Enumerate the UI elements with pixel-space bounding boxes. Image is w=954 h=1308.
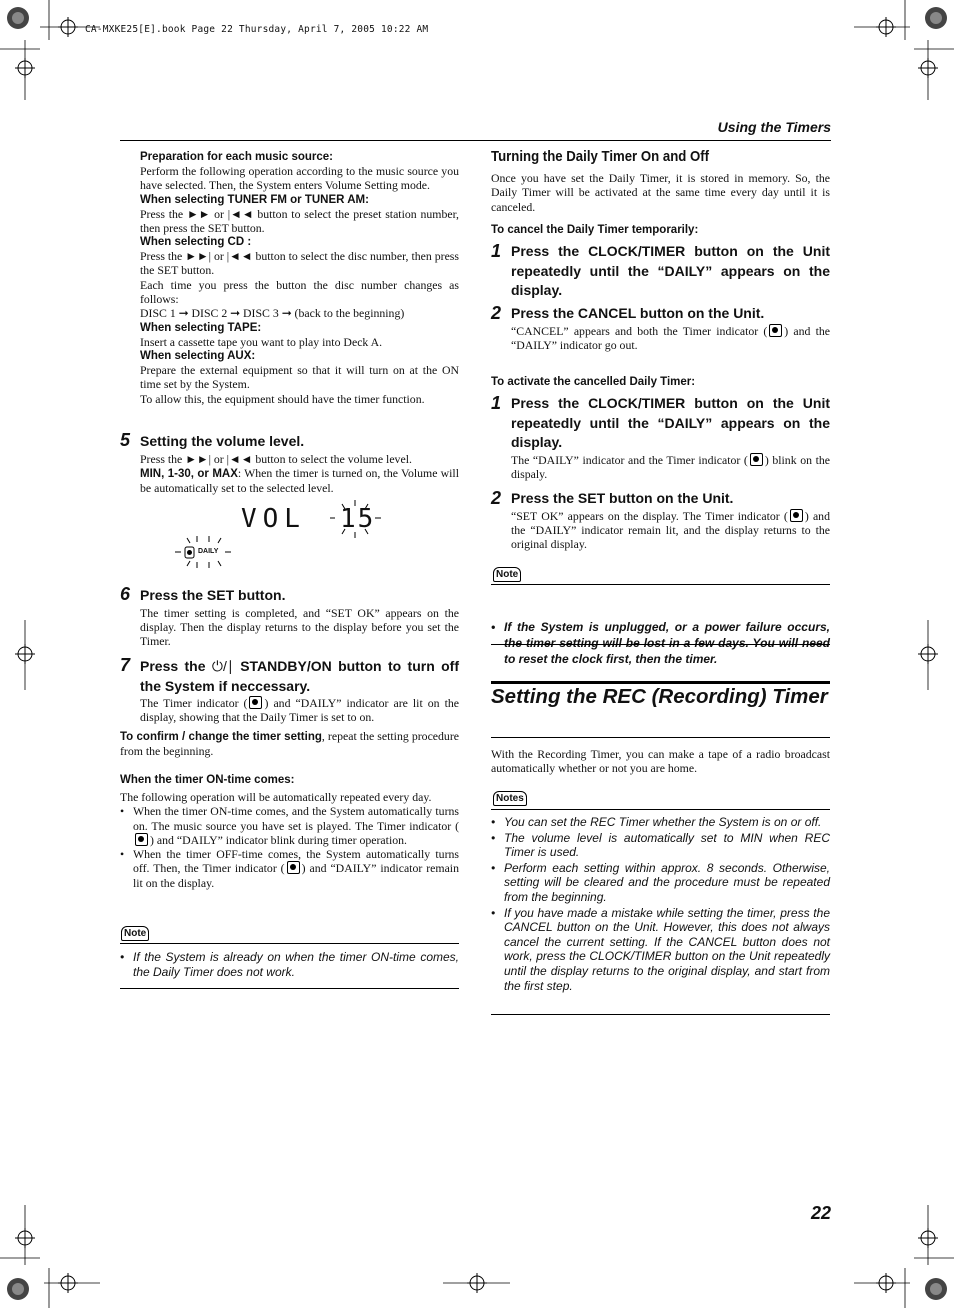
tuner-body: Press the ►► or |◄◄ button to select the preset station number, then press the SET button.	[140, 206, 459, 235]
rec-title-bottom-rule	[491, 737, 830, 738]
timer-indicator-icon	[287, 861, 300, 874]
activate-step-2-body	[511, 509, 830, 552]
lcd-display	[175, 498, 390, 574]
activate-step-1-title: Press the CLOCK/TIMER button on the Unit repeatedly until the “DAILY” appears on the display.	[511, 395, 830, 450]
notes-rule-bottom	[491, 1014, 830, 1015]
rec-intro: With the Recording Timer, you can make a tape of a radio broadcast automatically whether or not you are home.	[491, 747, 830, 776]
step-7-title-a: Press the	[140, 658, 206, 674]
rec-note-3: • Perform each setting within approx. 8 seconds. Otherwise, setting will be cleared and the procedure must be repeated from the beginning.	[491, 861, 830, 905]
step-7-body	[140, 696, 459, 725]
cancel-step-1-title: Press the CLOCK/TIMER button on the Unit repeatedly until the “DAILY” appears on the display.	[511, 243, 830, 298]
step-6	[140, 586, 459, 648]
prep-title: Preparation for each music source:	[140, 151, 334, 163]
aux-body-1: Prepare the external equipment so that it will turn on at the ON time set by the System.	[140, 362, 459, 392]
step-7-title	[140, 657, 459, 696]
cancel-step-2-number: 2	[491, 303, 502, 323]
cd-body-1: Press the ►►| or |◄◄ button to select the disc number, then press the SET button.	[140, 249, 459, 278]
header-rule	[120, 140, 831, 141]
timer-indicator-icon	[769, 324, 782, 337]
rec-title: Setting the REC (Recording) Timer	[491, 685, 828, 708]
ontime-bullet-2-b: ) and “DAILY” indicator remain lit on the display.	[133, 861, 459, 890]
activate-step-2-body-b: ) and the “DAILY” indicator remain lit, and the display returns to the original display.	[511, 508, 830, 552]
daily-intro: Once you have set the Daily Timer, it is stored in memory. So, the Daily Timer will be activated at the same time every day until it is canceled.	[491, 171, 830, 214]
ontime-bullet-1	[120, 804, 459, 847]
lcd-vol-text: VOL	[241, 504, 306, 534]
ontime-title: When the timer ON-time comes:	[120, 774, 295, 786]
step-5-title: Setting the volume level.	[140, 433, 305, 449]
prep-body: Perform the following operation according to the music source you have selected. Then, the System enters Volume Setting mode.	[140, 164, 459, 193]
activate-step-1-number: 1	[491, 393, 502, 413]
cancel-step-2-body-b: ) and the “DAILY” indicator go out.	[511, 323, 830, 352]
step-6-number: 6	[120, 584, 131, 604]
tuner-title: When selecting TUNER FM or TUNER AM:	[140, 193, 369, 206]
step-6-title: Press the SET button.	[140, 587, 286, 603]
ontime-body: The following operation will be automatically repeated every day.	[120, 790, 432, 804]
lcd-vol-value: 15	[340, 504, 376, 534]
rec-note-4: • If you have made a mistake while setting the timer, press the CANCEL button on the Unit. However, this does not always cancel the current setting. If the CANCEL button does not work, press the CLOCK/TIMER button on the Unit repeatedly until the display returns to the original display, and start from the first step.	[491, 906, 830, 994]
cancel-step-2	[511, 304, 830, 352]
activate-step-2	[511, 489, 830, 551]
rec-notes-list	[491, 815, 830, 993]
note-label-left: Note	[121, 926, 149, 941]
aux-title: When selecting AUX:	[140, 349, 256, 362]
note-rule-bottom-left	[120, 988, 459, 989]
cancel-step-1-number: 1	[491, 241, 502, 261]
activate-step-2-number: 2	[491, 488, 502, 508]
notes-label: Notes	[493, 791, 527, 806]
confirm-rest: , repeat the setting procedure from the beginning.	[120, 729, 459, 758]
step-5-body-1: Press the ►►| or |◄◄ button to select the volume level.	[140, 451, 412, 466]
note-text-left: • If the System is already on when the timer ON-time comes, the Daily Timer does not work.	[120, 950, 459, 979]
step-7-number: 7	[120, 655, 131, 675]
cancel-step-2-body	[511, 324, 830, 353]
timer-indicator-icon	[249, 696, 262, 709]
note-rule-top-right	[491, 584, 830, 585]
ontime-bullet-2-a: When the timer OFF-time comes, the System automatically turns off. Then, the Timer indicator (	[133, 847, 459, 876]
cancel-step-2-body-a: “CANCEL” appears and both the Timer indicator (	[511, 323, 768, 338]
lcd-daily-indicator: DAILY	[198, 548, 219, 555]
step-5	[140, 432, 459, 495]
cd-title: When selecting CD :	[140, 236, 252, 249]
step-7-title-b: STANDBY/ON button to turn off the System if neccessary.	[140, 658, 459, 694]
tape-body: Insert a cassette tape you want to play into Deck A.	[140, 334, 383, 349]
file-stamp: CA-MXKE25[E].book Page 22 Thursday, April 7, 2005 10:22 AM	[85, 24, 429, 35]
page-number: 22	[810, 1203, 831, 1223]
timer-indicator-icon	[790, 509, 803, 522]
activate-step-1	[511, 394, 830, 481]
cd-sequence: DISC 1 ➞ DISC 2 ➞ DISC 3 ➞ (back to the beginning)	[140, 306, 405, 321]
step-7	[140, 657, 459, 725]
step-5-body-2	[140, 466, 459, 495]
activate-step-2-title: Press the SET button on the Unit.	[511, 490, 734, 506]
aux-body-2: To allow this, the equipment should have the timer function.	[140, 391, 425, 406]
timer-indicator-icon	[750, 453, 763, 466]
step-5-number: 5	[120, 430, 131, 450]
confirm-bold: To confirm / change the timer setting	[120, 731, 322, 743]
note-label-right: Note	[493, 567, 521, 582]
daily-title: Turning the Daily Timer On and Off	[491, 148, 710, 165]
ontime-section	[120, 773, 459, 890]
note-rule-bottom-right	[491, 644, 830, 645]
timer-indicator-icon	[135, 833, 148, 846]
notes-rule-top	[491, 809, 830, 810]
running-header: Using the Timers	[717, 119, 831, 135]
standby-icon: ⏻/∣	[211, 658, 234, 674]
tape-title: When selecting TAPE:	[140, 321, 262, 334]
rec-title-rule	[491, 681, 830, 684]
step-5-body-2-text: : When the timer is turned on, the Volume will be automatically set to the selected level.	[140, 465, 459, 495]
activate-step-1-body-b: ) blink on the dispaly.	[511, 452, 830, 481]
cancel-step-2-title: Press the CANCEL button on the Unit.	[511, 305, 765, 321]
confirm-text	[120, 729, 459, 758]
cancel-title: To cancel the Daily Timer temporarily:	[491, 224, 699, 236]
step-6-body: The timer setting is completed, and “SET OK” appears on the display. Then the display returns to the display before you set the Timer.	[140, 605, 459, 649]
rec-note-2: • The volume level is automatically set to MIN when REC Timer is used.	[491, 831, 830, 860]
activate-step-2-body-a: “SET OK” appears on the display. The Timer indicator (	[511, 508, 788, 523]
ontime-bullet-1-b: ) and “DAILY” indicator blink during timer operation.	[150, 832, 407, 847]
volume-range: MIN, 1-30, or MAX	[140, 467, 238, 480]
prep-section	[140, 150, 459, 406]
note-text-right: • If the System is unplugged, or a power failure occurs, the timer setting will be lost in a few days. You will need to reset the clock first, then the timer.	[491, 619, 830, 667]
rec-note-1: • You can set the REC Timer whether the System is on or off.	[491, 815, 830, 830]
ontime-bullet-2	[120, 847, 459, 890]
activate-step-1-body-a: The “DAILY” indicator and the Timer indicator (	[511, 452, 748, 467]
step-7-body-b: ) and “DAILY” indicator are lit on the display, showing that the Daily Timer is set to on.	[140, 696, 459, 725]
note-rule-top-left	[120, 943, 459, 944]
step-7-body-a: The Timer indicator (	[140, 696, 248, 710]
cd-body-2: Each time you press the button the disc number changes as follows:	[140, 277, 459, 307]
ontime-bullet-1-a: When the timer ON-time comes, and the System automatically turns on. The music source you have set is played. The Timer indicator (	[133, 804, 459, 833]
activate-step-1-body	[511, 453, 830, 482]
activate-title: To activate the cancelled Daily Timer:	[491, 376, 696, 388]
